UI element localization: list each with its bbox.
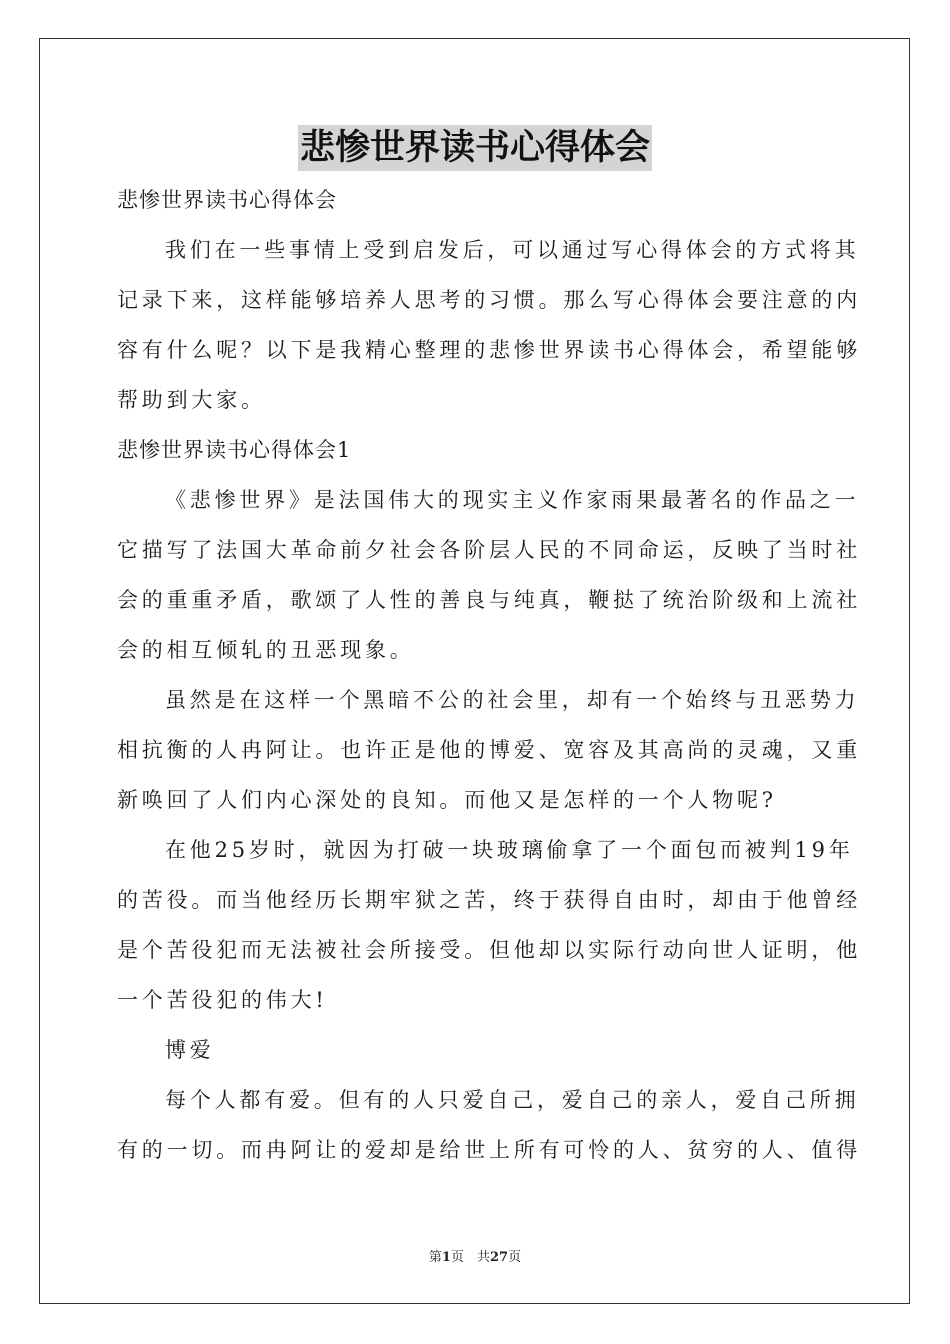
text-line: 它描写了法国大革命前夕社会各阶层人民的不同命运，反映了当时社 bbox=[117, 538, 861, 562]
footer-total-pages: 27 bbox=[489, 1250, 509, 1265]
document-body bbox=[117, 175, 861, 1175]
text-line: 是个苦役犯而无法被社会所接受。但他却以实际行动向世人证明，他 bbox=[117, 938, 861, 962]
text-line: 的苦役。而当他经历长期牢狱之苦，终于获得自由时，却由于他曾经 bbox=[117, 888, 861, 912]
text-line: 虽然是在这样一个黑暗不公的社会里，却有一个始终与丑恶势力 bbox=[165, 688, 860, 712]
text-line: 容有什么呢？以下是我精心整理的悲惨世界读书心得体会，希望能够 bbox=[117, 338, 861, 362]
footer-mid: 页 共 bbox=[450, 1250, 490, 1265]
text-line: 会的重重矛盾，歌颂了人性的善良与纯真，鞭挞了统治阶级和上流社 bbox=[117, 588, 861, 612]
text-line: 在他25岁时，就因为打破一块玻璃偷拿了一个面包而被判19年 bbox=[165, 838, 854, 862]
section-heading-line: 悲惨世界读书心得体会1 bbox=[117, 438, 352, 462]
footer-page-number: 1 bbox=[441, 1250, 451, 1265]
text-line: 有的一切。而冉阿让的爱却是给世上所有可怜的人、贫穷的人、值得 bbox=[117, 1138, 861, 1162]
text-line: 博爱 bbox=[165, 1038, 215, 1062]
text-line: 我们在一些事情上受到启发后，可以通过写心得体会的方式将其 bbox=[165, 238, 860, 262]
text-line: 记录下来，这样能够培养人思考的习惯。那么写心得体会要注意的内 bbox=[117, 288, 861, 312]
title-container bbox=[0, 125, 950, 171]
document-title: 悲惨世界读书心得体会 bbox=[298, 125, 652, 171]
page-footer bbox=[0, 1246, 950, 1265]
text-line: 相抗衡的人冉阿让。也许正是他的博爱、宽容及其高尚的灵魂，又重 bbox=[117, 738, 861, 762]
text-line: 帮助到大家。 bbox=[117, 388, 266, 412]
footer-suffix: 页 bbox=[508, 1250, 522, 1265]
text-line: 会的相互倾轧的丑恶现象。 bbox=[117, 638, 415, 662]
text-line: 一个苦役犯的伟大! bbox=[117, 988, 328, 1012]
section-heading-line: 悲惨世界读书心得体会 bbox=[117, 188, 337, 212]
footer-prefix: 第 bbox=[428, 1250, 442, 1265]
text-line: 新唤回了人们内心深处的良知。而他又是怎样的一个人物呢? bbox=[117, 788, 777, 812]
text-line: 《悲惨世界》是法国伟大的现实主义作家雨果最著名的作品之一 bbox=[165, 488, 860, 512]
text-line: 每个人都有爱。但有的人只爱自己，爱自己的亲人，爱自己所拥 bbox=[165, 1088, 860, 1112]
